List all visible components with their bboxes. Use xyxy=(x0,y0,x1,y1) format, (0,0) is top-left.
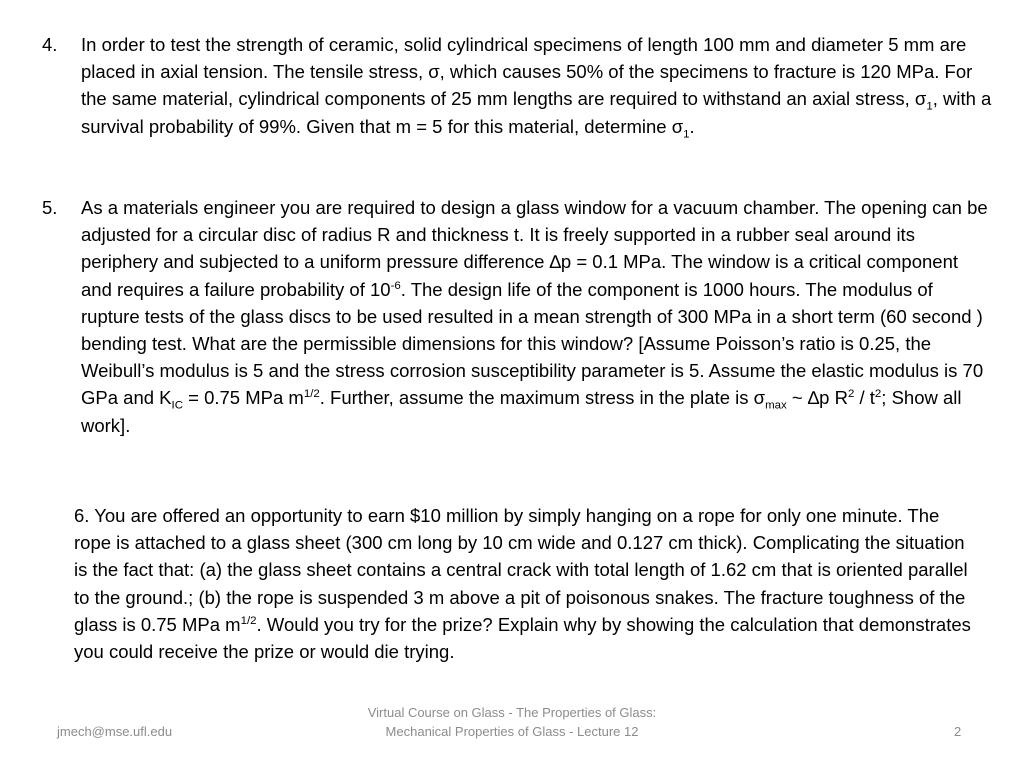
problem-5 xyxy=(42,194,992,439)
problem-5-text: As a materials engineer you are required to design a glass window for a vacuum chamber. The opening can be adjusted for a circular disc of radius R and thickness t. It is freely supported in a rubber seal around its periphery and subjected to a uniform pressure difference ∆p = 0.1 MPa. The window is a critical component and requires a failure probability of $10^{-6}$. The design life of the component is 1000 hours. The modulus of rupture tests of the glass discs to be used resulted in a mean strength of 300 MPa in a short term (60 second ) bending test. What are the permissible dimensions for this window? [Assume Poisson’s ratio is 0.25, the Weibull’s modulus is 5 and the stress corrosion susceptibility parameter is 5. Assume the elastic modulus is 70 GPa and $K_{IC} = 0.75$ MPa $m^{1/2}$. Further, assume the maximum stress in the plate is $\sigma_{max}$ ~ ∆p $R^2 / t^2$; Show all work]. xyxy=(81,197,988,436)
problem-4-text: In order to test the strength of ceramic, solid cylindrical specimens of length 100 mm and diameter 5 mm are placed in axial tension. The tensile stress, σ, which causes 50% of the specimens to fracture is 120 MPa. For the same material, cylindrical components of 25 mm lengths are required to withstand an axial stress, $\sigma_1$, with a survival probability of 99%. Given that m = 5 for this material, determine $\sigma_1$. xyxy=(81,34,992,141)
problem-6-text: 6. You are offered an opportunity to earn $10 million by simply hanging on a rope for only one minute. The rope is attached to a glass sheet (300 cm long by 10 cm wide and 0.127 cm thick). Complicating the situation is the fact that: (a) the glass sheet contains a central crack with total length of 1.62 cm that is oriented parallel to the ground.; (b) the rope is suspended 3 m above a pit of poisonous snakes. The fracture toughness of the glass is 0.75 MPa $m^{1/2}$. Would you try for the prize? Explain why by showing the calculation that demonstrates you could receive the prize or would die trying. xyxy=(74,505,971,663)
footer-email: jmech@mse.ufl.edu xyxy=(57,724,173,739)
problem-4 xyxy=(42,31,992,140)
footer-page-number: 2 xyxy=(954,724,962,739)
problem-5-number: 5. xyxy=(42,197,58,218)
problem-4-number: 4. xyxy=(42,34,58,55)
footer-course-title: Virtual Course on Glass - The Properties of Glass: Mechanical Properties of Glass - Lecture 12 xyxy=(367,705,657,739)
